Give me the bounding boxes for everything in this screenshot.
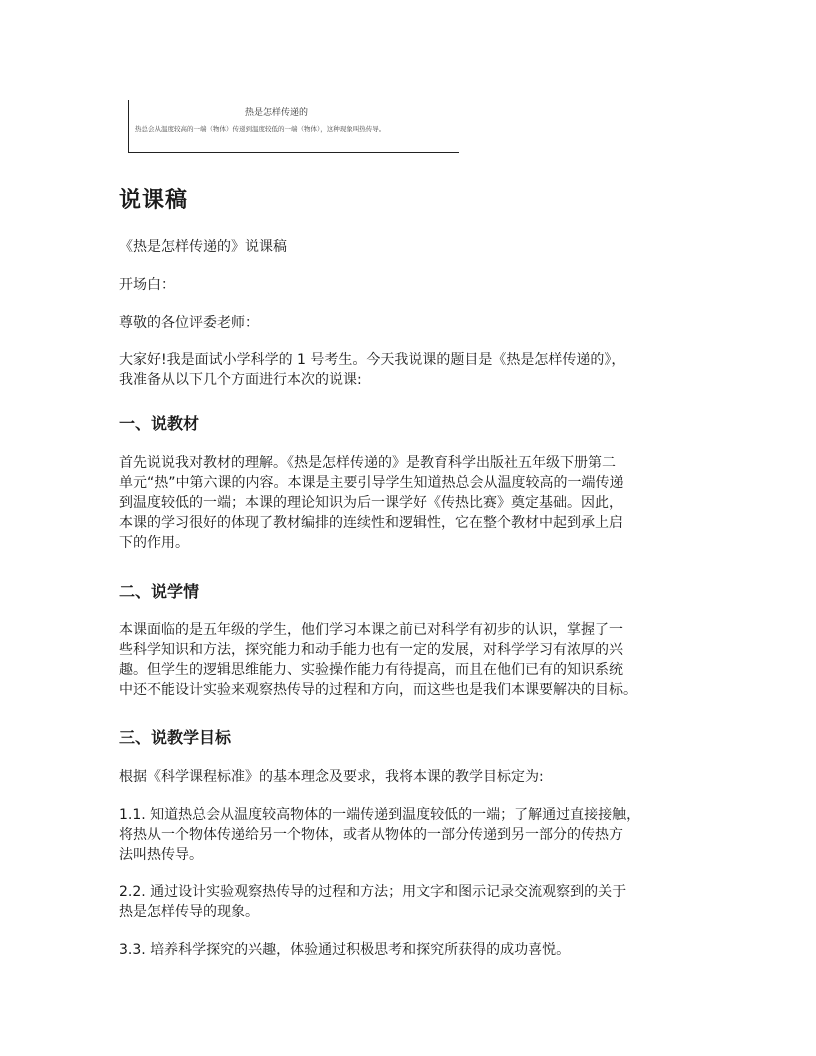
paragraph-line: 趣。但学生的逻辑思维能力、实验操作能力有待提高，而且在他们已有的知识系统 <box>119 662 623 678</box>
paragraph-line: 热是怎样传导的现象。 <box>119 904 259 920</box>
greeting: 尊敬的各位评委老师： <box>119 315 259 331</box>
section-heading-goals: 三、说教学目标 <box>119 728 232 747</box>
textbook-paragraph <box>119 453 624 553</box>
opening-label: 开场白： <box>119 277 175 293</box>
intro-line: 大家好!我是面试小学科学的 1 号考生。今天我说课的题目是《热是怎样传递的》， <box>119 352 626 368</box>
goals-intro: 根据《科学课程标准》的基本理念及要求，我将本课的教学目标定为: <box>119 769 544 785</box>
goal-item-2 <box>119 882 626 922</box>
header-image-title: 热是怎样传递的 <box>245 108 309 118</box>
paragraph-line: 法叫热传导。 <box>119 847 203 863</box>
paragraph-line: 本课面临的是五年级的学生，他们学习本课之前已对科学有初步的认识，掌握了一 <box>119 622 623 638</box>
paragraph-line: 3.3. 培养科学探究的兴趣，体验通过积极思考和探究所获得的成功喜悦。 <box>119 942 571 958</box>
paragraph-line: 2.2. 通过设计实验观察热传导的过程和方法；用文字和图示记录交流观察到的关于 <box>119 884 627 900</box>
students-paragraph <box>119 620 637 700</box>
paragraph-line: 本课的学习很好的体现了教材编排的连续性和逻辑性，它在整个教材中起到承上启 <box>119 515 623 531</box>
intro-paragraph <box>119 350 625 390</box>
paragraph-line: 将热从一个物体传递给另一个物体，或者从物体的一部分传递到另一部分的传热方 <box>119 827 623 843</box>
header-image-caption: 热总会从温度较高的一端（物体）传递到温度较低的一端（物体），这种现象叫热传导。 <box>135 125 386 133</box>
paragraph-line: 些科学知识和方法，探究能力和动手能力也有一定的发展，对科学学习有浓厚的兴 <box>119 642 623 658</box>
document-title: 说课稿 <box>119 188 189 213</box>
intro-line: 我准备从以下几个方面进行本次的说课: <box>119 372 362 388</box>
section-heading-students: 二、说学情 <box>119 582 200 601</box>
paragraph-line: 首先说说我对教材的理解。《热是怎样传递的》是教育科学出版社五年级下册第二 <box>119 455 616 471</box>
header-image-frame <box>128 100 459 153</box>
paragraph-line: 1.1. 知道热总会从温度较高物体的一端传递到温度较低的一端；了解通过直接接触， <box>119 807 641 823</box>
paragraph-line: 单元“热”中第六课的内容。本课是主要引导学生知道热总会从温度较高的一端传递 <box>119 475 624 491</box>
document-subtitle: 《热是怎样传递的》说课稿 <box>119 239 287 255</box>
goal-item-1 <box>119 805 640 865</box>
paragraph-line: 下的作用。 <box>119 535 189 551</box>
goal-item-3 <box>119 940 570 960</box>
paragraph-line: 到温度较低的一端；本课的理论知识为后一课学好《传热比赛》奠定基础。因此， <box>119 495 623 511</box>
paragraph-line: 中还不能设计实验来观察热传导的过程和方向，而这些也是我们本课要解决的目标。 <box>119 682 637 698</box>
section-heading-textbook: 一、说教材 <box>119 414 200 433</box>
